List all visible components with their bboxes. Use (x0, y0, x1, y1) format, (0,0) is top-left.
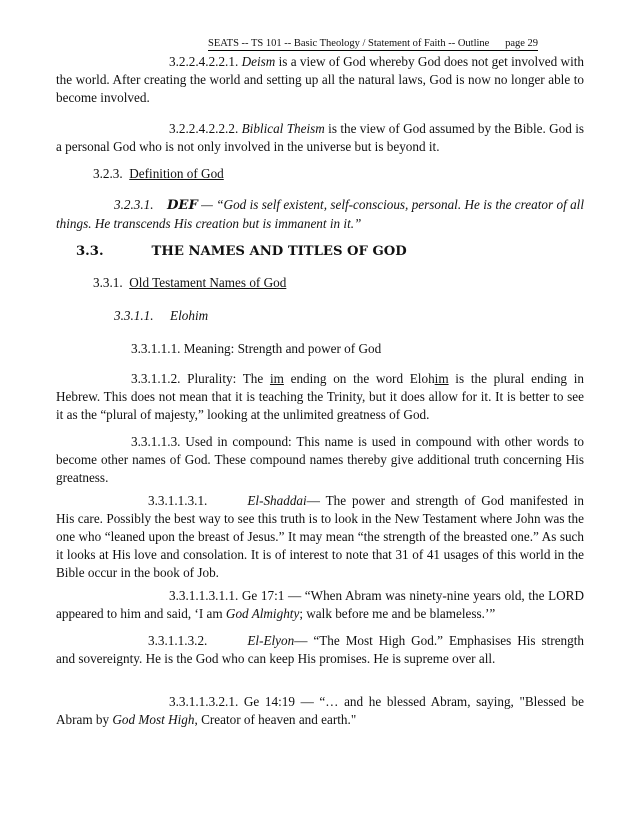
paragraph-el-shaddai (56, 492, 584, 582)
paragraph-text: 3.3.1.1.2. Plurality: The (131, 371, 270, 386)
paragraph-meaning (56, 340, 584, 358)
term-biblical-theism: Biblical Theism (241, 121, 325, 136)
paragraph-text: is the plural ending in Hebrew. This does not mean that it is teaching the Trinity, but it does allow for it. It is better to see it as the “plural of majesty,” looking at the unlimited greatness of God. (56, 371, 584, 422)
outline-number: 3.2.2.4.2.2.1. (169, 54, 239, 69)
paragraph-biblical-theism (56, 120, 584, 156)
heading-definition-of-god (56, 165, 584, 183)
paragraph-deism (56, 53, 584, 107)
paragraph-text: is the view of God assumed by the Bible. God is a personal God who is not only involved in the universe but is beyond it. (56, 121, 585, 154)
outline-number: 3.3. (76, 244, 104, 259)
paragraph-genesis-14-19 (56, 693, 584, 729)
term-el-shaddai: El-Shaddai (247, 493, 307, 508)
paragraph-text: 3.3.1.1.1. Meaning: Strength and power of God (131, 341, 382, 356)
suffix-im: im (434, 371, 449, 386)
term-god-most-high: God Most High (112, 712, 195, 727)
section-title: Elohim (170, 308, 209, 323)
paragraph-genesis-17-1 (56, 587, 584, 623)
header-rule (208, 50, 538, 51)
heading-ot-names (56, 274, 584, 292)
term-deism: Deism (241, 54, 276, 69)
outline-number: 3.3.1.1.3.2. (148, 633, 208, 648)
outline-number: 3.3.1.1.3.1. (148, 493, 208, 508)
page-header (208, 38, 538, 49)
section-title: Definition of God (129, 166, 224, 181)
section-title: Old Testament Names of God (129, 275, 287, 290)
paragraph-text: is a view of God whereby God does not get involved with the world. After creating the world and setting up all the natural laws, God is now no longer able to become involved. (56, 54, 584, 105)
outline-number: 3.3.1. (93, 275, 123, 290)
paragraph-text: 3.3.1.1.3.1.1. Ge 17:1 — “When Abram was ninety-nine years old, the LORD appeared to him and said, ‘I am (56, 588, 584, 621)
paragraph-text: — “The Most High God.” Emphasises His strength and sovereignty. He is the God who can keep His promises. He is supreme over all. (56, 633, 584, 666)
paragraph-text: 3.3.1.1.3. Used in compound: This name is used in compound with other words to become other names of God. These compound names thereby give additional truth concerning His greatness. (56, 434, 584, 485)
heading-elohim (56, 307, 584, 325)
outline-number: 3.2.3.1. (114, 197, 154, 212)
header-title: SEATS -- TS 101 -- Basic Theology / Statement of Faith -- Outline (208, 38, 490, 49)
outline-number: 3.2.3. (93, 166, 123, 181)
outline-number: 3.3.1.1. (114, 308, 154, 323)
paragraph-text: ending on the word Eloh (283, 371, 435, 386)
paragraph-plurality (56, 370, 584, 424)
paragraph-text: — The power and strength of God manifested in His care. Possibly the best way to see this truth is to look in the New Testament where John was the one who “leaned upon the breast of Jesus.” It may mean “the strength of the breasted one.” As such it looks at His love and consolation. It is of interest to note that 31 of 41 usages of this world in the Bible occur in the book of Job. (56, 493, 584, 580)
heading-names-and-titles (56, 242, 584, 261)
definition-text: — “God is self existent, self-conscious, personal. He is the creator of all things. He transcends His creation but is immanent in it.” (56, 197, 585, 231)
outline-number: 3.2.2.4.2.2.2. (169, 121, 239, 136)
paragraph-text: , Creator of heaven and earth." (194, 712, 357, 727)
paragraph-text: 3.3.1.1.3.2.1. Ge 14:19 — “… and he blessed Abram, saying, "Blessed be Abram by (56, 694, 584, 727)
term-god-almighty: God Almighty (225, 606, 300, 621)
term-el-elyon: El-Elyon (247, 633, 295, 648)
paragraph-el-elyon (56, 632, 584, 668)
paragraph-text: ; walk before me and be blameless.’” (299, 606, 496, 621)
paragraph-def (56, 196, 584, 233)
page-number: page 29 (505, 38, 539, 49)
suffix-im: im (269, 371, 284, 386)
def-label: DEF (166, 198, 198, 213)
section-title: THE NAMES AND TITLES OF GOD (151, 244, 407, 259)
paragraph-compound (56, 433, 584, 487)
